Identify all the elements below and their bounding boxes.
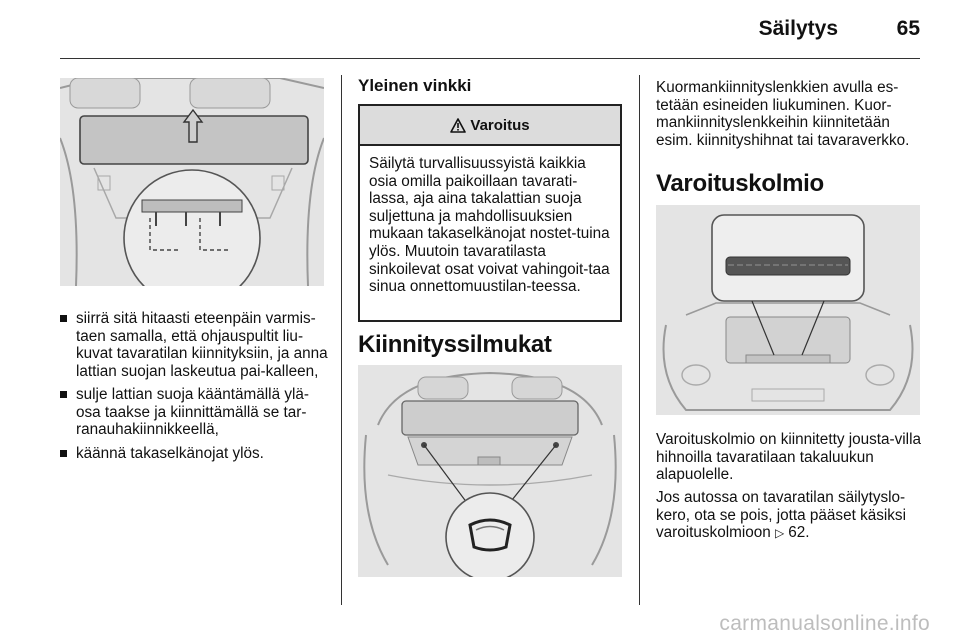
section-heading-warning-triangle: Varoituskolmio: [656, 170, 824, 197]
section-heading-tie-down-eyes: Kiinnityssilmukat: [358, 331, 552, 358]
warning-triangle-paragraph-1: Varoituskolmio on kiinnitetty jousta-villa hihnoilla tavaratilaan takaluukun alapuolelle.: [656, 431, 921, 484]
column-1: [60, 310, 330, 468]
page-number: 65: [896, 17, 920, 40]
figure-warning-triangle-drawing: [656, 205, 920, 415]
list-item: käännä takaselkänojat ylös.: [60, 445, 330, 463]
list-item: siirrä sitä hitaasti eteenpäin varmis-taen samalla, että ohjauspultit liu-kuvat tavaratilan kiinnityksiin, ja anna lattian suojan laskeutua pai-kalleen,: [60, 310, 330, 380]
warning-body: Säilytä turvallisuussyistä kaikkia osia omilla paikoillaan tavarati-lassa, aja aina takalattian suoja suljettuna ja mahdollisuuksien mukaan takaselkänojat nostet-tuina ylös. Muutoin tavaratilasta sinkoilevat osat voivat vahingoit-taa sinua onnettomuustilan-teessa.: [369, 155, 610, 296]
bullet-square-icon: [60, 391, 67, 398]
watermark: carmanualsonline.info: [719, 612, 930, 635]
header-rule: [60, 58, 920, 59]
column-divider: [639, 75, 640, 605]
warning-header: [360, 106, 620, 146]
instruction-list: [60, 310, 330, 462]
page-reference-link[interactable]: 62.: [788, 524, 810, 542]
reference-arrow-icon: ▷: [775, 526, 785, 541]
list-item: sulje lattian suoja kääntämällä ylä-osa taakse ja kiinnittämällä se tar-ranauhakiinnikkeellä,: [60, 386, 330, 439]
warning-title: Varoitus: [470, 116, 530, 134]
bullet-square-icon: [60, 315, 67, 322]
figure-tie-down-eyes: [358, 365, 622, 577]
figure-load-floor-cover: [60, 78, 324, 286]
warning-box: [358, 104, 622, 322]
column-divider: [341, 75, 342, 605]
figure-warning-triangle: [656, 205, 920, 415]
warning-triangle-icon: [450, 118, 466, 133]
bullet-square-icon: [60, 450, 67, 457]
figure-tie-down-eyes-drawing: [358, 365, 622, 577]
tip-heading: Yleinen vinkki: [358, 76, 472, 95]
figure-load-floor-cover-drawing: [60, 78, 324, 286]
tie-down-intro-paragraph: Kuormankiinnityslenkkien avulla es-tetään esineiden liukuminen. Kuor-mankiinnityslenkkeihin kiinnitetään esim. kiinnityshihnat tai tavaraverkko.: [656, 79, 910, 149]
page-title: Säilytys: [758, 17, 838, 40]
warning-triangle-paragraph-2: Jos autossa on tavaratilan säilytyslo-kero, ota se pois, jotta pääset käsiksi varoituskolmioon ▷ 62.: [656, 489, 906, 542]
